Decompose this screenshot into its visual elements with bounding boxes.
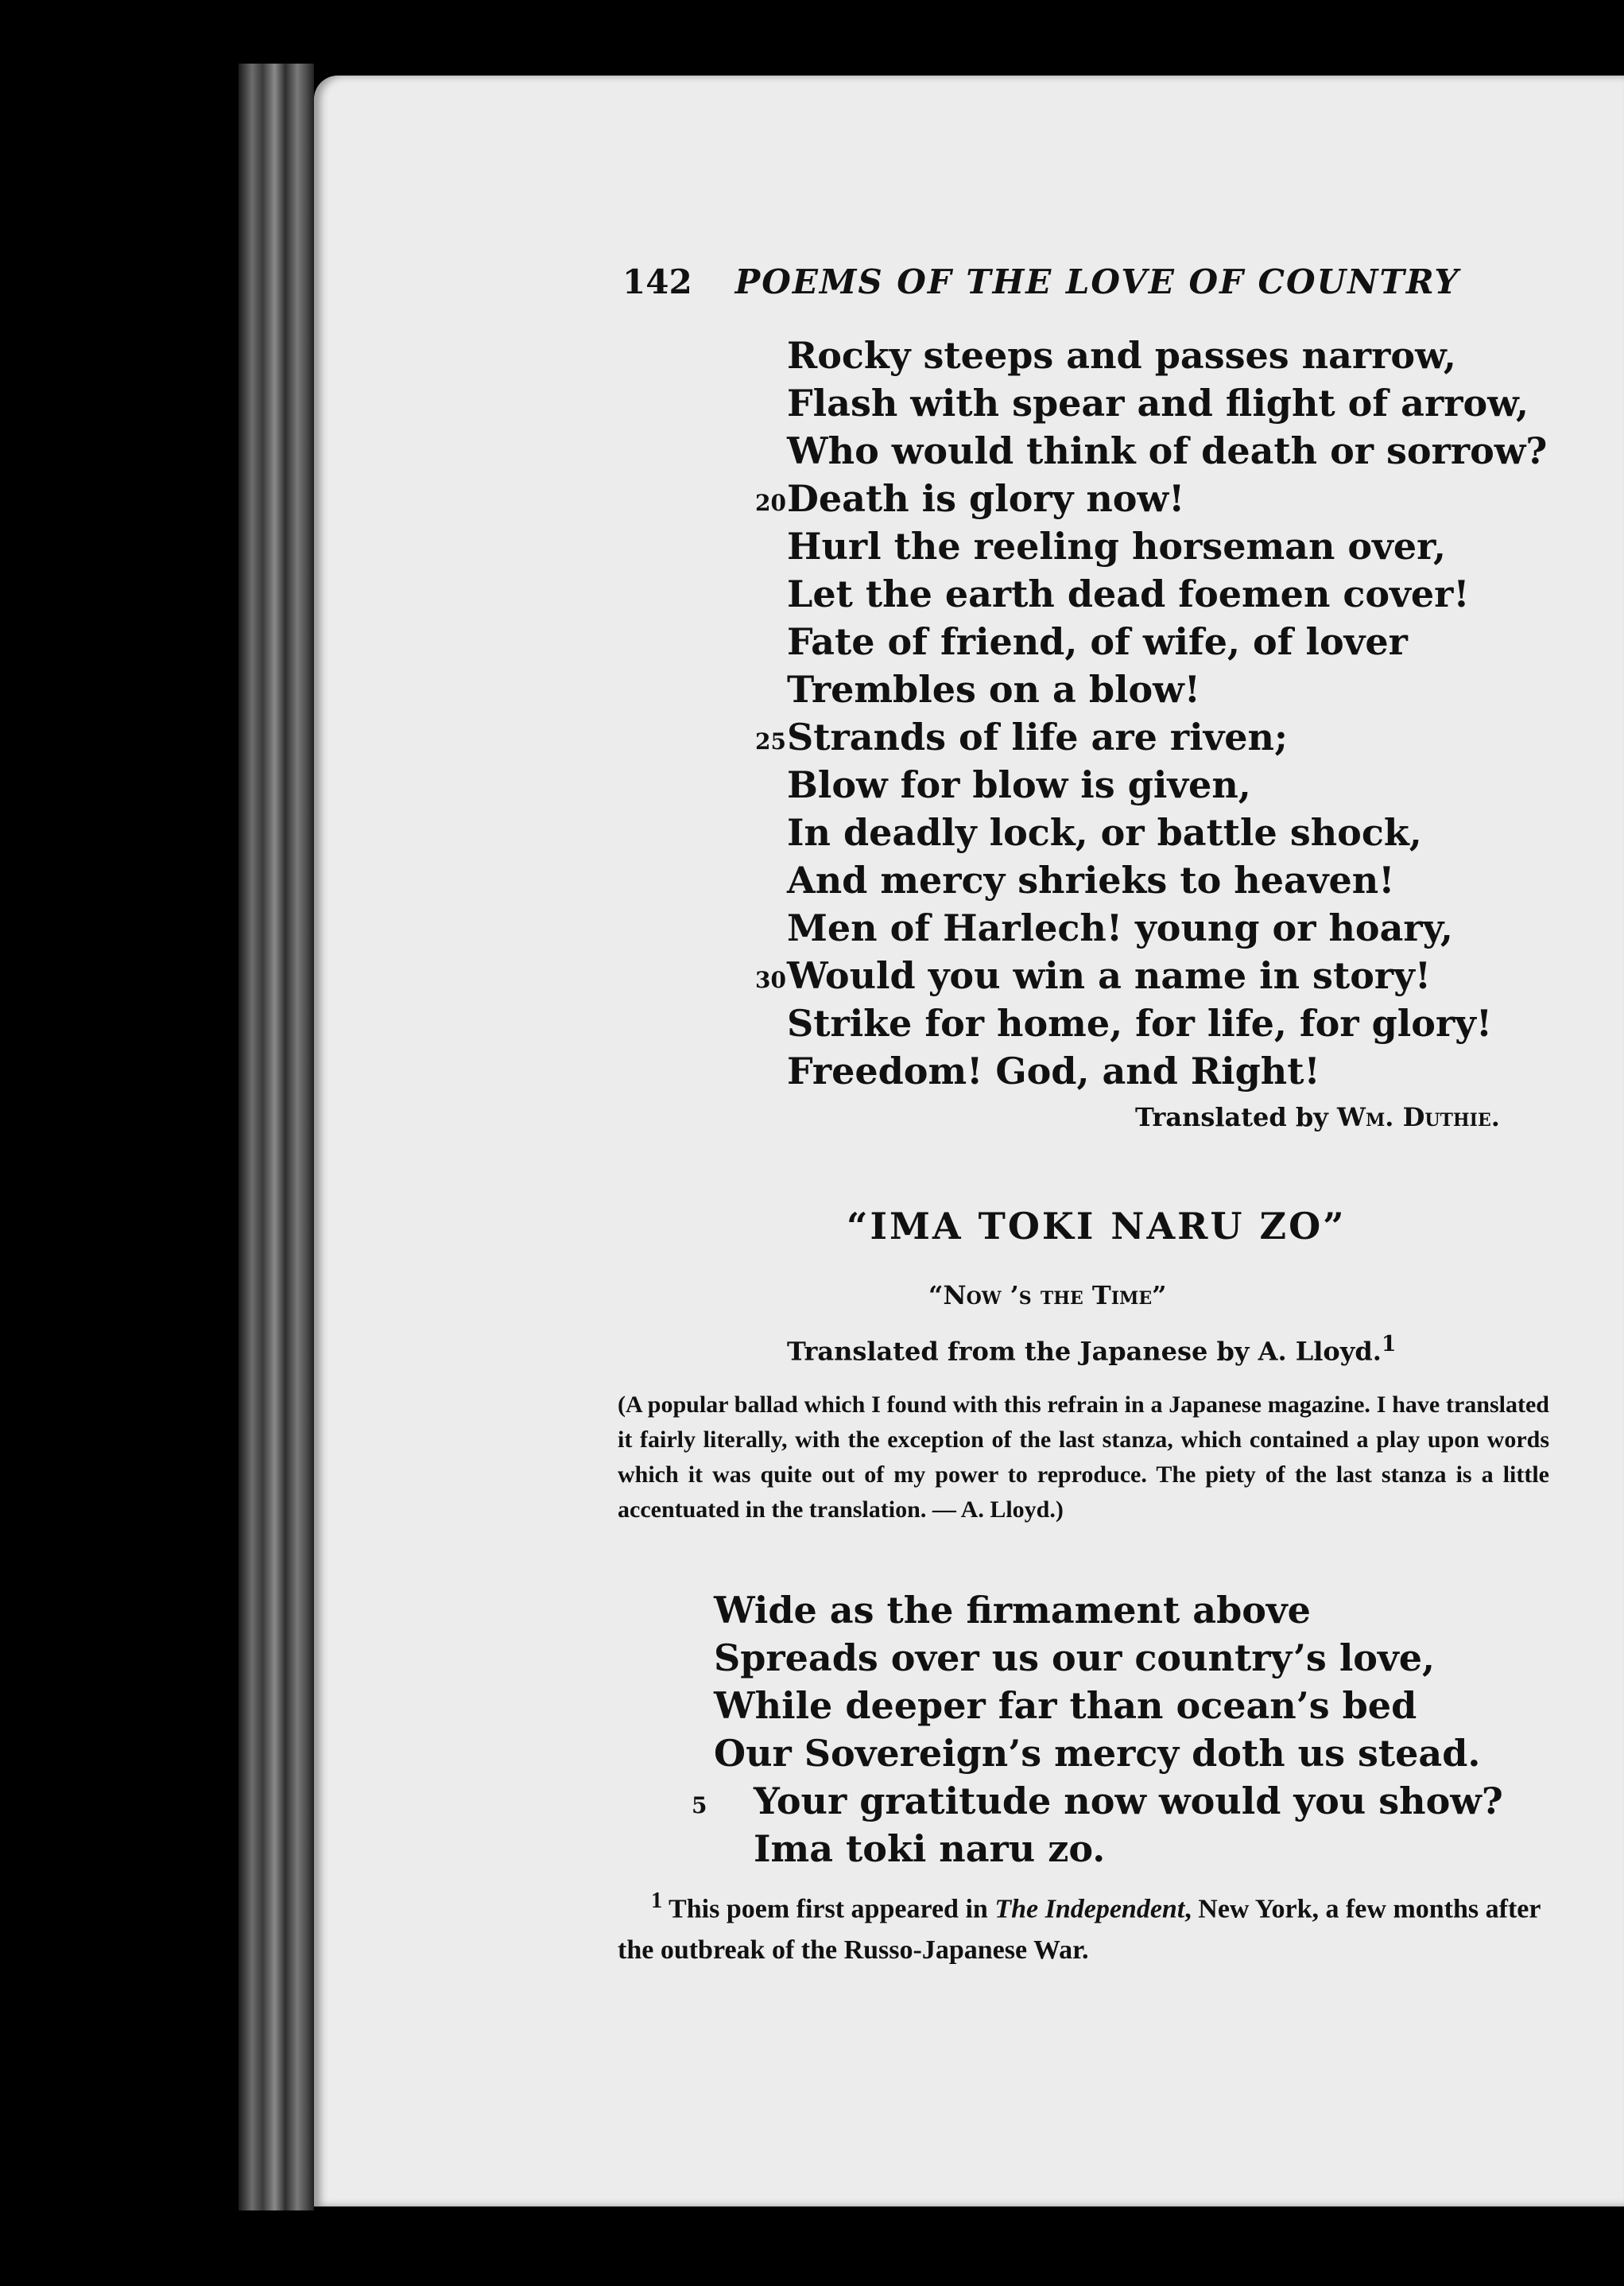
translator-line: Translated from the Japanese by A. Lloyd.$^1$: [787, 1332, 1397, 1367]
verse-line: Let the earth dead foemen cover!: [787, 572, 1470, 615]
poem-title: “IMA TOKI NARU ZO”: [847, 1205, 1347, 1248]
verse-line: Wide as the firmament above: [714, 1589, 1311, 1632]
footnote: $^1$ This poem first appeared in The Independent, New York, a few months after the outbreak of the Russo-Japanese War.: [618, 1888, 1541, 1966]
verse-line: Would you win a name in story!: [787, 954, 1432, 997]
footnote-marker: 1: [1381, 1332, 1397, 1356]
verse-line: Blow for blow is given,: [787, 763, 1251, 806]
editorial-note: (A popular ballad which I found with this refrain in a Japanese magazine. I have translated it fairly literally, with the exception of the last stanza, which contained a play upon words which it was quite out of my power to reproduce. The piety of the last stanza is a little accentuated in the translation. — A. Lloyd.): [618, 1391, 1549, 1523]
verse-line: Ima toki naru zo.: [754, 1827, 1106, 1870]
verse-line: Rocky steeps and passes narrow,: [787, 334, 1456, 377]
translation-credit: Translated by Wm. Duthie.: [1135, 1102, 1500, 1132]
verse-line: Strike for home, for life, for glory!: [787, 1002, 1493, 1045]
verse-line: Spreads over us our country’s love,: [714, 1636, 1435, 1679]
verse-line: Your gratitude now would you show?: [754, 1780, 1503, 1822]
verse-line: Trembles on a blow!: [787, 668, 1200, 711]
verse-line: Who would think of death or sorrow?: [787, 429, 1548, 472]
verse-line: And mercy shrieks to heaven!: [787, 859, 1395, 902]
verse-line: In deadly lock, or battle shock,: [787, 811, 1422, 854]
poem-subtitle: “Now ’s the Time”: [928, 1280, 1167, 1310]
publication-name: The Independent: [994, 1894, 1185, 1924]
page-number: 142: [622, 262, 692, 301]
verse-line: While deeper far than ocean’s bed: [714, 1684, 1417, 1727]
line-number: 30: [755, 967, 786, 993]
verse-line: Strands of life are riven;: [787, 716, 1288, 759]
verse-line: Death is glory now!: [787, 477, 1185, 520]
verse-line: Our Sovereign’s mercy doth us stead.: [714, 1732, 1481, 1775]
verse-line: Fate of friend, of wife, of lover: [787, 620, 1408, 663]
verse-line: Hurl the reeling horseman over,: [787, 525, 1446, 568]
line-number: 25: [755, 728, 786, 755]
line-number: 5: [692, 1792, 707, 1818]
translator-name: Wm. Duthie.: [1337, 1102, 1500, 1132]
line-number: 20: [755, 490, 786, 516]
book-spine: [238, 64, 314, 2210]
verse-line: Men of Harlech! young or hoary,: [787, 906, 1453, 949]
verse-line: Flash with spear and flight of arrow,: [787, 382, 1529, 425]
footnote-number: 1: [651, 1888, 663, 1913]
verse-line: Freedom! God, and Right!: [787, 1050, 1320, 1093]
running-header: [622, 262, 1459, 301]
running-title: POEMS OF THE LOVE OF COUNTRY: [734, 262, 1460, 301]
